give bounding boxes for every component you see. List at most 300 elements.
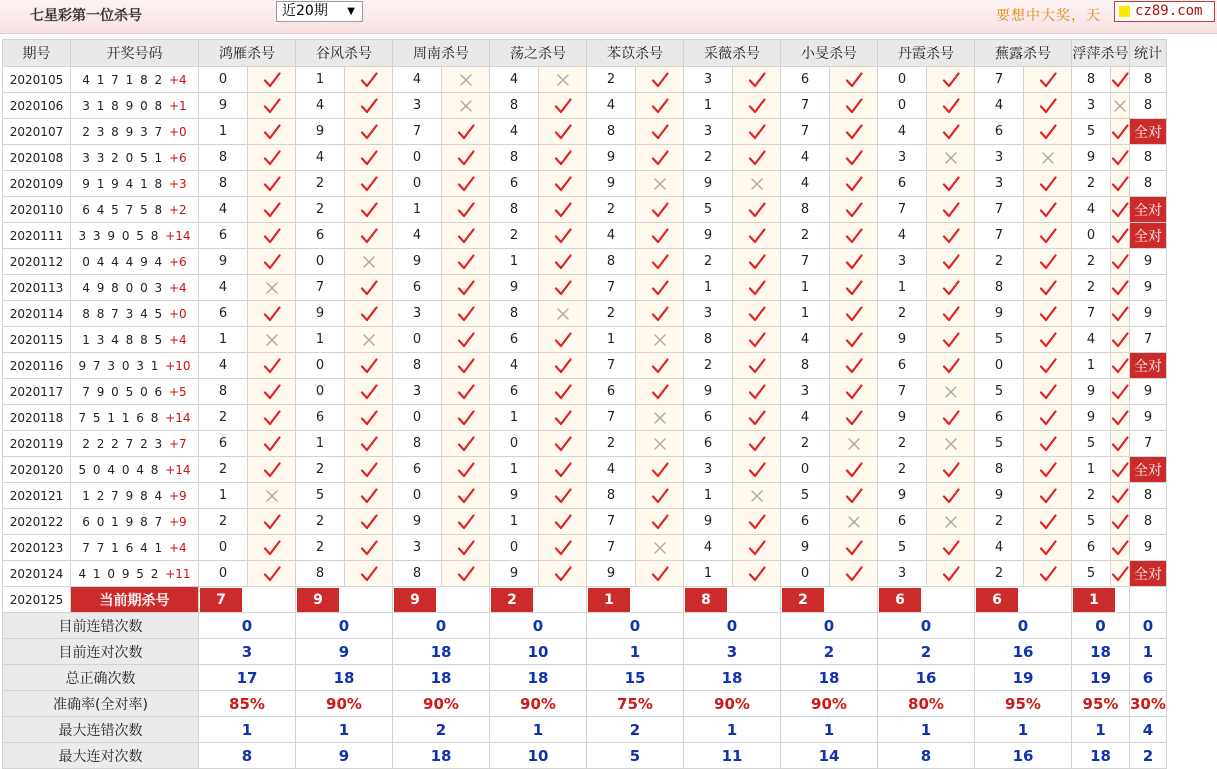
result-cell xyxy=(1024,197,1072,223)
kill-number-cell: 9 xyxy=(587,171,636,197)
result-cell xyxy=(442,145,490,171)
check-icon xyxy=(748,461,766,479)
kill-number-cell: 7 xyxy=(975,223,1024,249)
result-cell xyxy=(1111,483,1130,509)
kill-number-cell: 5 xyxy=(975,379,1024,405)
check-icon xyxy=(1111,227,1129,245)
check-icon xyxy=(554,97,572,115)
result-cell xyxy=(636,275,684,301)
kill-number-cell: 2 xyxy=(975,561,1024,587)
issue-cell: 2020121 xyxy=(3,483,71,509)
kill-number-cell: 6 xyxy=(587,379,636,405)
draw-extra: +9 xyxy=(169,488,187,503)
check-icon xyxy=(1039,565,1057,583)
check-icon xyxy=(360,149,378,167)
check-icon xyxy=(651,253,669,271)
issue-cell: 2020118 xyxy=(3,405,71,431)
cross-icon xyxy=(556,73,570,87)
result-cell xyxy=(442,379,490,405)
summary-value: 15 xyxy=(587,665,684,691)
result-cell xyxy=(733,535,781,561)
result-cell xyxy=(636,119,684,145)
check-icon xyxy=(457,227,475,245)
result-cell xyxy=(927,327,975,353)
summary-value: 5 xyxy=(587,743,684,769)
kill-number-cell: 0 xyxy=(878,67,927,93)
result-cell xyxy=(733,301,781,327)
result-cell xyxy=(830,405,878,431)
result-cell xyxy=(248,379,296,405)
kill-number-cell: 2 xyxy=(296,535,345,561)
kill-number-cell: 9 xyxy=(199,93,248,119)
check-icon xyxy=(263,227,281,245)
col-header-expert: 苯苡杀号 xyxy=(587,40,684,67)
cross-icon xyxy=(653,437,667,451)
result-cell xyxy=(733,67,781,93)
result-cell xyxy=(248,353,296,379)
table-row xyxy=(3,457,1167,483)
cross-icon xyxy=(1041,151,1055,165)
issue-cell: 2020120 xyxy=(3,457,71,483)
check-icon xyxy=(263,357,281,375)
result-cell xyxy=(1111,275,1130,301)
kill-number-cell: 3 xyxy=(878,249,927,275)
result-cell xyxy=(248,119,296,145)
stat-cell: 9 xyxy=(1130,379,1167,405)
range-select-value: 近20期 xyxy=(282,3,328,19)
result-cell xyxy=(1024,301,1072,327)
result-cell xyxy=(539,93,587,119)
cross-icon xyxy=(944,385,958,399)
kill-number-cell: 1 xyxy=(199,119,248,145)
draw-numbers: 1 3 4 8 8 5 xyxy=(82,332,164,347)
stat-cell: 9 xyxy=(1130,535,1167,561)
kill-number-cell: 1 xyxy=(490,249,539,275)
draw-cell xyxy=(71,67,199,93)
kill-number-cell: 4 xyxy=(975,535,1024,561)
cross-icon xyxy=(653,177,667,191)
check-icon xyxy=(360,565,378,583)
check-icon xyxy=(360,487,378,505)
kill-number-cell: 2 xyxy=(1072,249,1111,275)
current-kill-number: 1 xyxy=(588,588,630,612)
summary-value: 16 xyxy=(975,743,1072,769)
result-cell xyxy=(636,379,684,405)
kill-number-cell: 4 xyxy=(878,223,927,249)
kill-number-cell: 7 xyxy=(878,197,927,223)
result-cell xyxy=(636,327,684,353)
summary-label: 目前连对次数 xyxy=(3,639,199,665)
check-icon xyxy=(942,409,960,427)
result-cell xyxy=(345,93,393,119)
issue-cell: 2020115 xyxy=(3,327,71,353)
result-cell xyxy=(927,93,975,119)
table-row xyxy=(3,379,1167,405)
result-cell xyxy=(345,483,393,509)
kill-number-cell: 7 xyxy=(587,353,636,379)
current-kill-number: 1 xyxy=(1073,588,1115,612)
check-icon xyxy=(263,383,281,401)
check-icon xyxy=(845,461,863,479)
kill-number-cell: 3 xyxy=(975,171,1024,197)
draw-cell xyxy=(71,119,199,145)
issue-cell: 2020106 xyxy=(3,93,71,119)
summary-value: 1 xyxy=(1130,639,1167,665)
cross-icon xyxy=(265,489,279,503)
summary-value: 9 xyxy=(296,639,393,665)
result-cell xyxy=(442,431,490,457)
kill-number-cell: 3 xyxy=(878,561,927,587)
kill-number-cell: 8 xyxy=(490,301,539,327)
kill-number-cell: 6 xyxy=(490,171,539,197)
kill-number-cell: 2 xyxy=(490,223,539,249)
summary-value: 1 xyxy=(199,717,296,743)
result-cell xyxy=(636,93,684,119)
summary-value: 10 xyxy=(490,743,587,769)
stat-cell: 7 xyxy=(1130,327,1167,353)
result-cell xyxy=(248,327,296,353)
check-icon xyxy=(942,539,960,557)
current-kill-cell xyxy=(490,587,587,613)
kill-number-cell: 9 xyxy=(975,301,1024,327)
result-cell xyxy=(1111,171,1130,197)
draw-extra: +5 xyxy=(169,384,187,399)
result-cell xyxy=(539,275,587,301)
result-cell xyxy=(733,353,781,379)
check-icon xyxy=(263,175,281,193)
kill-number-cell: 6 xyxy=(781,509,830,535)
result-cell xyxy=(733,275,781,301)
kill-number-cell: 6 xyxy=(781,67,830,93)
check-icon xyxy=(1039,513,1057,531)
draw-cell xyxy=(71,379,199,405)
kill-number-cell: 2 xyxy=(199,405,248,431)
result-cell xyxy=(1111,249,1130,275)
check-icon xyxy=(457,357,475,375)
summary-value: 1 xyxy=(490,717,587,743)
check-icon xyxy=(1111,305,1129,323)
kill-number-cell: 0 xyxy=(393,145,442,171)
kill-number-cell: 3 xyxy=(393,379,442,405)
check-icon xyxy=(845,97,863,115)
kill-number-cell: 8 xyxy=(781,353,830,379)
result-cell xyxy=(733,119,781,145)
draw-numbers: 2 3 8 9 3 7 xyxy=(82,124,164,139)
draw-numbers: 4 1 7 1 8 2 xyxy=(82,72,164,87)
check-icon xyxy=(360,123,378,141)
current-kill-cell xyxy=(587,587,684,613)
kill-number-cell: 4 xyxy=(1072,197,1111,223)
check-icon xyxy=(554,253,572,271)
check-icon xyxy=(1039,331,1057,349)
col-header-expert: 浮萍杀号 xyxy=(1072,40,1130,67)
kill-number-cell: 0 xyxy=(975,353,1024,379)
result-cell xyxy=(830,353,878,379)
draw-extra: +4 xyxy=(169,540,187,555)
result-cell xyxy=(927,509,975,535)
kill-number-cell: 6 xyxy=(878,353,927,379)
cross-icon xyxy=(847,515,861,529)
kill-number-cell: 3 xyxy=(1072,93,1111,119)
cross-icon xyxy=(944,437,958,451)
kill-number-cell: 8 xyxy=(393,431,442,457)
summary-label: 目前连错次数 xyxy=(3,613,199,639)
kill-number-cell: 5 xyxy=(975,431,1024,457)
check-icon xyxy=(748,513,766,531)
kill-number-cell: 4 xyxy=(199,275,248,301)
kill-number-cell: 0 xyxy=(393,483,442,509)
result-cell xyxy=(636,223,684,249)
check-icon xyxy=(554,149,572,167)
table-row xyxy=(3,119,1167,145)
summary-value: 0 xyxy=(684,613,781,639)
check-icon xyxy=(1039,357,1057,375)
draw-numbers: 7 7 1 6 4 1 xyxy=(82,540,164,555)
check-icon xyxy=(554,383,572,401)
result-cell xyxy=(927,223,975,249)
col-header-draw: 开奖号码 xyxy=(71,40,199,67)
check-icon xyxy=(845,123,863,141)
result-cell xyxy=(248,275,296,301)
summary-value: 1 xyxy=(878,717,975,743)
check-icon xyxy=(263,97,281,115)
check-icon xyxy=(651,149,669,167)
draw-numbers: 3 3 2 0 5 1 xyxy=(82,150,164,165)
check-icon xyxy=(263,435,281,453)
summary-value: 18 xyxy=(684,665,781,691)
check-icon xyxy=(1111,513,1129,531)
result-cell xyxy=(636,561,684,587)
summary-value: 2 xyxy=(878,639,975,665)
check-icon xyxy=(554,565,572,583)
kill-number-cell: 7 xyxy=(587,275,636,301)
result-cell xyxy=(1111,457,1130,483)
result-cell xyxy=(733,379,781,405)
result-cell xyxy=(248,405,296,431)
check-icon xyxy=(748,565,766,583)
kill-number-cell: 5 xyxy=(1072,561,1111,587)
draw-numbers: 3 1 8 9 0 8 xyxy=(82,98,164,113)
table-row xyxy=(3,249,1167,275)
result-cell xyxy=(1024,223,1072,249)
draw-cell xyxy=(71,249,199,275)
result-cell xyxy=(636,171,684,197)
result-cell xyxy=(442,249,490,275)
check-icon xyxy=(1039,461,1057,479)
kill-number-cell: 1 xyxy=(781,301,830,327)
result-cell xyxy=(1024,93,1072,119)
check-icon xyxy=(457,331,475,349)
kill-number-cell: 8 xyxy=(975,457,1024,483)
kill-number-cell: 6 xyxy=(878,509,927,535)
check-icon xyxy=(942,97,960,115)
check-icon xyxy=(748,123,766,141)
check-icon xyxy=(1039,71,1057,89)
result-cell xyxy=(1111,379,1130,405)
kill-number-table xyxy=(2,39,1167,769)
current-kill-number: 2 xyxy=(782,588,824,612)
kill-number-cell: 8 xyxy=(975,275,1024,301)
check-icon xyxy=(360,97,378,115)
kill-number-cell: 4 xyxy=(781,327,830,353)
summary-value: 90% xyxy=(684,691,781,717)
current-kill-number: 8 xyxy=(685,588,727,612)
check-icon xyxy=(748,305,766,323)
check-icon xyxy=(942,461,960,479)
draw-cell xyxy=(71,223,199,249)
result-cell xyxy=(539,197,587,223)
summary-value: 6 xyxy=(1130,665,1167,691)
kill-number-cell: 1 xyxy=(296,327,345,353)
result-cell xyxy=(733,249,781,275)
result-cell xyxy=(442,561,490,587)
result-cell xyxy=(1024,509,1072,535)
current-kill-number: 2 xyxy=(491,588,533,612)
current-kill-cell xyxy=(975,587,1072,613)
table-row xyxy=(3,301,1167,327)
issue-cell: 2020113 xyxy=(3,275,71,301)
summary-row xyxy=(3,717,1167,743)
check-icon xyxy=(651,513,669,531)
summary-value: 95% xyxy=(975,691,1072,717)
page-title: 七星彩第一位杀号 xyxy=(30,8,142,24)
result-cell xyxy=(830,67,878,93)
result-cell xyxy=(442,353,490,379)
result-cell xyxy=(1024,275,1072,301)
draw-numbers: 9 1 9 4 1 8 xyxy=(82,176,164,191)
kill-number-cell: 0 xyxy=(296,353,345,379)
result-cell xyxy=(1024,327,1072,353)
check-icon xyxy=(942,253,960,271)
result-cell xyxy=(636,197,684,223)
kill-number-cell: 3 xyxy=(878,145,927,171)
kill-number-cell: 0 xyxy=(781,457,830,483)
kill-number-cell: 6 xyxy=(393,275,442,301)
check-icon xyxy=(554,409,572,427)
draw-numbers: 8 8 7 3 4 5 xyxy=(82,306,164,321)
result-cell xyxy=(1111,145,1130,171)
result-cell xyxy=(345,379,393,405)
kill-number-cell: 0 xyxy=(393,171,442,197)
cross-icon xyxy=(362,255,376,269)
check-icon xyxy=(457,175,475,193)
check-icon xyxy=(360,461,378,479)
result-cell xyxy=(248,561,296,587)
result-cell xyxy=(1111,353,1130,379)
kill-number-cell: 8 xyxy=(587,249,636,275)
kill-number-cell: 0 xyxy=(878,93,927,119)
draw-cell xyxy=(71,561,199,587)
result-cell xyxy=(539,483,587,509)
col-header-issue: 期号 xyxy=(3,40,71,67)
result-cell xyxy=(442,93,490,119)
result-cell xyxy=(1111,223,1130,249)
summary-row xyxy=(3,613,1167,639)
all-correct-badge: 全对 xyxy=(1130,223,1167,249)
check-icon xyxy=(651,201,669,219)
draw-numbers: 6 0 1 9 8 7 xyxy=(82,514,164,529)
summary-label: 最大连错次数 xyxy=(3,717,199,743)
draw-extra: +3 xyxy=(169,176,187,191)
site-logo[interactable] xyxy=(1114,1,1215,22)
col-header-expert: 周南杀号 xyxy=(393,40,490,67)
result-cell xyxy=(539,457,587,483)
check-icon xyxy=(457,383,475,401)
col-header-expert: 鸿雁杀号 xyxy=(199,40,296,67)
kill-number-cell: 1 xyxy=(490,509,539,535)
check-icon xyxy=(1111,201,1129,219)
result-cell xyxy=(539,379,587,405)
result-cell xyxy=(248,93,296,119)
kill-number-cell: 2 xyxy=(1072,171,1111,197)
kill-number-cell: 4 xyxy=(781,145,830,171)
result-cell xyxy=(442,483,490,509)
result-cell xyxy=(927,301,975,327)
check-icon xyxy=(748,253,766,271)
kill-number-cell: 9 xyxy=(684,171,733,197)
summary-value: 95% xyxy=(1072,691,1130,717)
check-icon xyxy=(1111,539,1129,557)
range-select[interactable] xyxy=(276,1,363,22)
kill-number-cell: 9 xyxy=(199,249,248,275)
kill-number-cell: 9 xyxy=(975,483,1024,509)
check-icon xyxy=(942,175,960,193)
kill-number-cell: 1 xyxy=(587,327,636,353)
check-icon xyxy=(360,201,378,219)
result-cell xyxy=(1111,561,1130,587)
draw-numbers: 2 2 2 7 2 3 xyxy=(82,436,164,451)
check-icon xyxy=(845,357,863,375)
kill-number-cell: 3 xyxy=(684,67,733,93)
result-cell xyxy=(442,509,490,535)
check-icon xyxy=(1111,383,1129,401)
result-cell xyxy=(248,535,296,561)
draw-extra: +14 xyxy=(165,462,191,477)
result-cell xyxy=(248,145,296,171)
result-cell xyxy=(539,353,587,379)
current-kill-cell xyxy=(1072,587,1130,613)
kill-number-cell: 1 xyxy=(684,93,733,119)
summary-value: 14 xyxy=(781,743,878,769)
kill-number-cell: 4 xyxy=(878,119,927,145)
kill-number-cell: 8 xyxy=(684,327,733,353)
issue-cell: 2020110 xyxy=(3,197,71,223)
cross-icon xyxy=(362,333,376,347)
check-icon xyxy=(457,305,475,323)
check-icon xyxy=(845,175,863,193)
promo-text[interactable]: 要想中大奖，天 xyxy=(996,8,1101,24)
summary-value: 1 xyxy=(296,717,393,743)
summary-value: 18 xyxy=(393,743,490,769)
result-cell xyxy=(345,119,393,145)
check-icon xyxy=(942,71,960,89)
table-row xyxy=(3,145,1167,171)
kill-number-cell: 1 xyxy=(199,327,248,353)
check-icon xyxy=(1039,305,1057,323)
kill-number-cell: 4 xyxy=(781,171,830,197)
current-kill-number: 7 xyxy=(200,588,242,612)
stat-cell: 8 xyxy=(1130,171,1167,197)
check-icon xyxy=(360,175,378,193)
table-row xyxy=(3,327,1167,353)
draw-cell xyxy=(71,327,199,353)
kill-number-cell: 2 xyxy=(296,171,345,197)
issue-cell: 2020111 xyxy=(3,223,71,249)
check-icon xyxy=(1111,565,1129,583)
summary-row xyxy=(3,691,1167,717)
result-cell xyxy=(1024,67,1072,93)
check-icon xyxy=(360,71,378,89)
